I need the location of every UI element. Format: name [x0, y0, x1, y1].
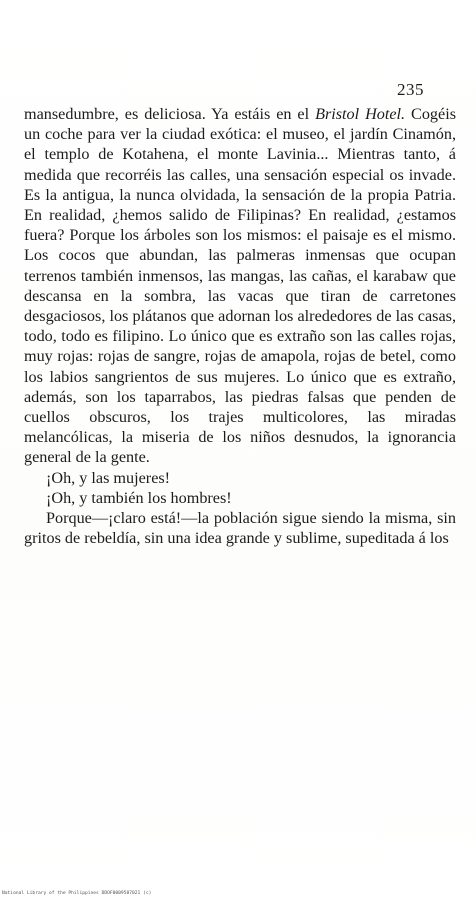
- paragraph-4: Porque—¡claro está!—la población sigue siendo la misma, sin gritos de rebeldía, sin una idea grande y sublime, supeditada á los: [24, 509, 456, 548]
- paragraph-1: [24, 104, 456, 468]
- paragraph-1-start: mansedumbre, es deliciosa. Ya estáis en el: [24, 105, 316, 123]
- paragraph-3: ¡Oh, y también los hombres!: [46, 488, 232, 507]
- paragraph-2: ¡Oh, y las mujeres!: [46, 468, 171, 487]
- page-number: 235: [397, 80, 424, 99]
- hotel-name: Bristol Hotel.: [315, 105, 406, 123]
- body-text: [24, 104, 456, 548]
- paragraph-1-rest: Cogéis un coche para ver la ciudad exótica: el museo, el jardín Cinamón, el templo de Kotahena, el monte Lavinia... Mientras tanto, á medida que recorréis las calles, una sensación especial os invade. Es la antigua, la nunca olvidada, la sensación de la propia Patria. En realidad, ¿hemos salido de Filipinas? En realidad, ¿estamos fuera? Porque los árboles son los mismos: el paisaje es el mismo. Los cocos que abundan, las palmeras inmensas que ocupan terrenos también inmensos, las mangas, las cañas, el karabaw que descansa en la sombra, las vacas que tiran de carretones desgaciosos, los plátanos que adornan los alrededores de las casas, todo, todo es filipino. Lo único que es extraño son las calles rojas, muy rojas: rojas de sangre, rojas de amapola, rojas de betel, como los labios sangrientos de sus mujeres. Lo único que es extraño, además, son los taparrabos, las piedras falsas que penden de cuellos obscuros, los trajes multicolores, las miradas melancólicas, la miseria de los niños desnudos, la ignorancia general de la gente.: [24, 105, 456, 467]
- library-footer: National Library of the Philippines DDOF0009587021 (c): [2, 891, 152, 896]
